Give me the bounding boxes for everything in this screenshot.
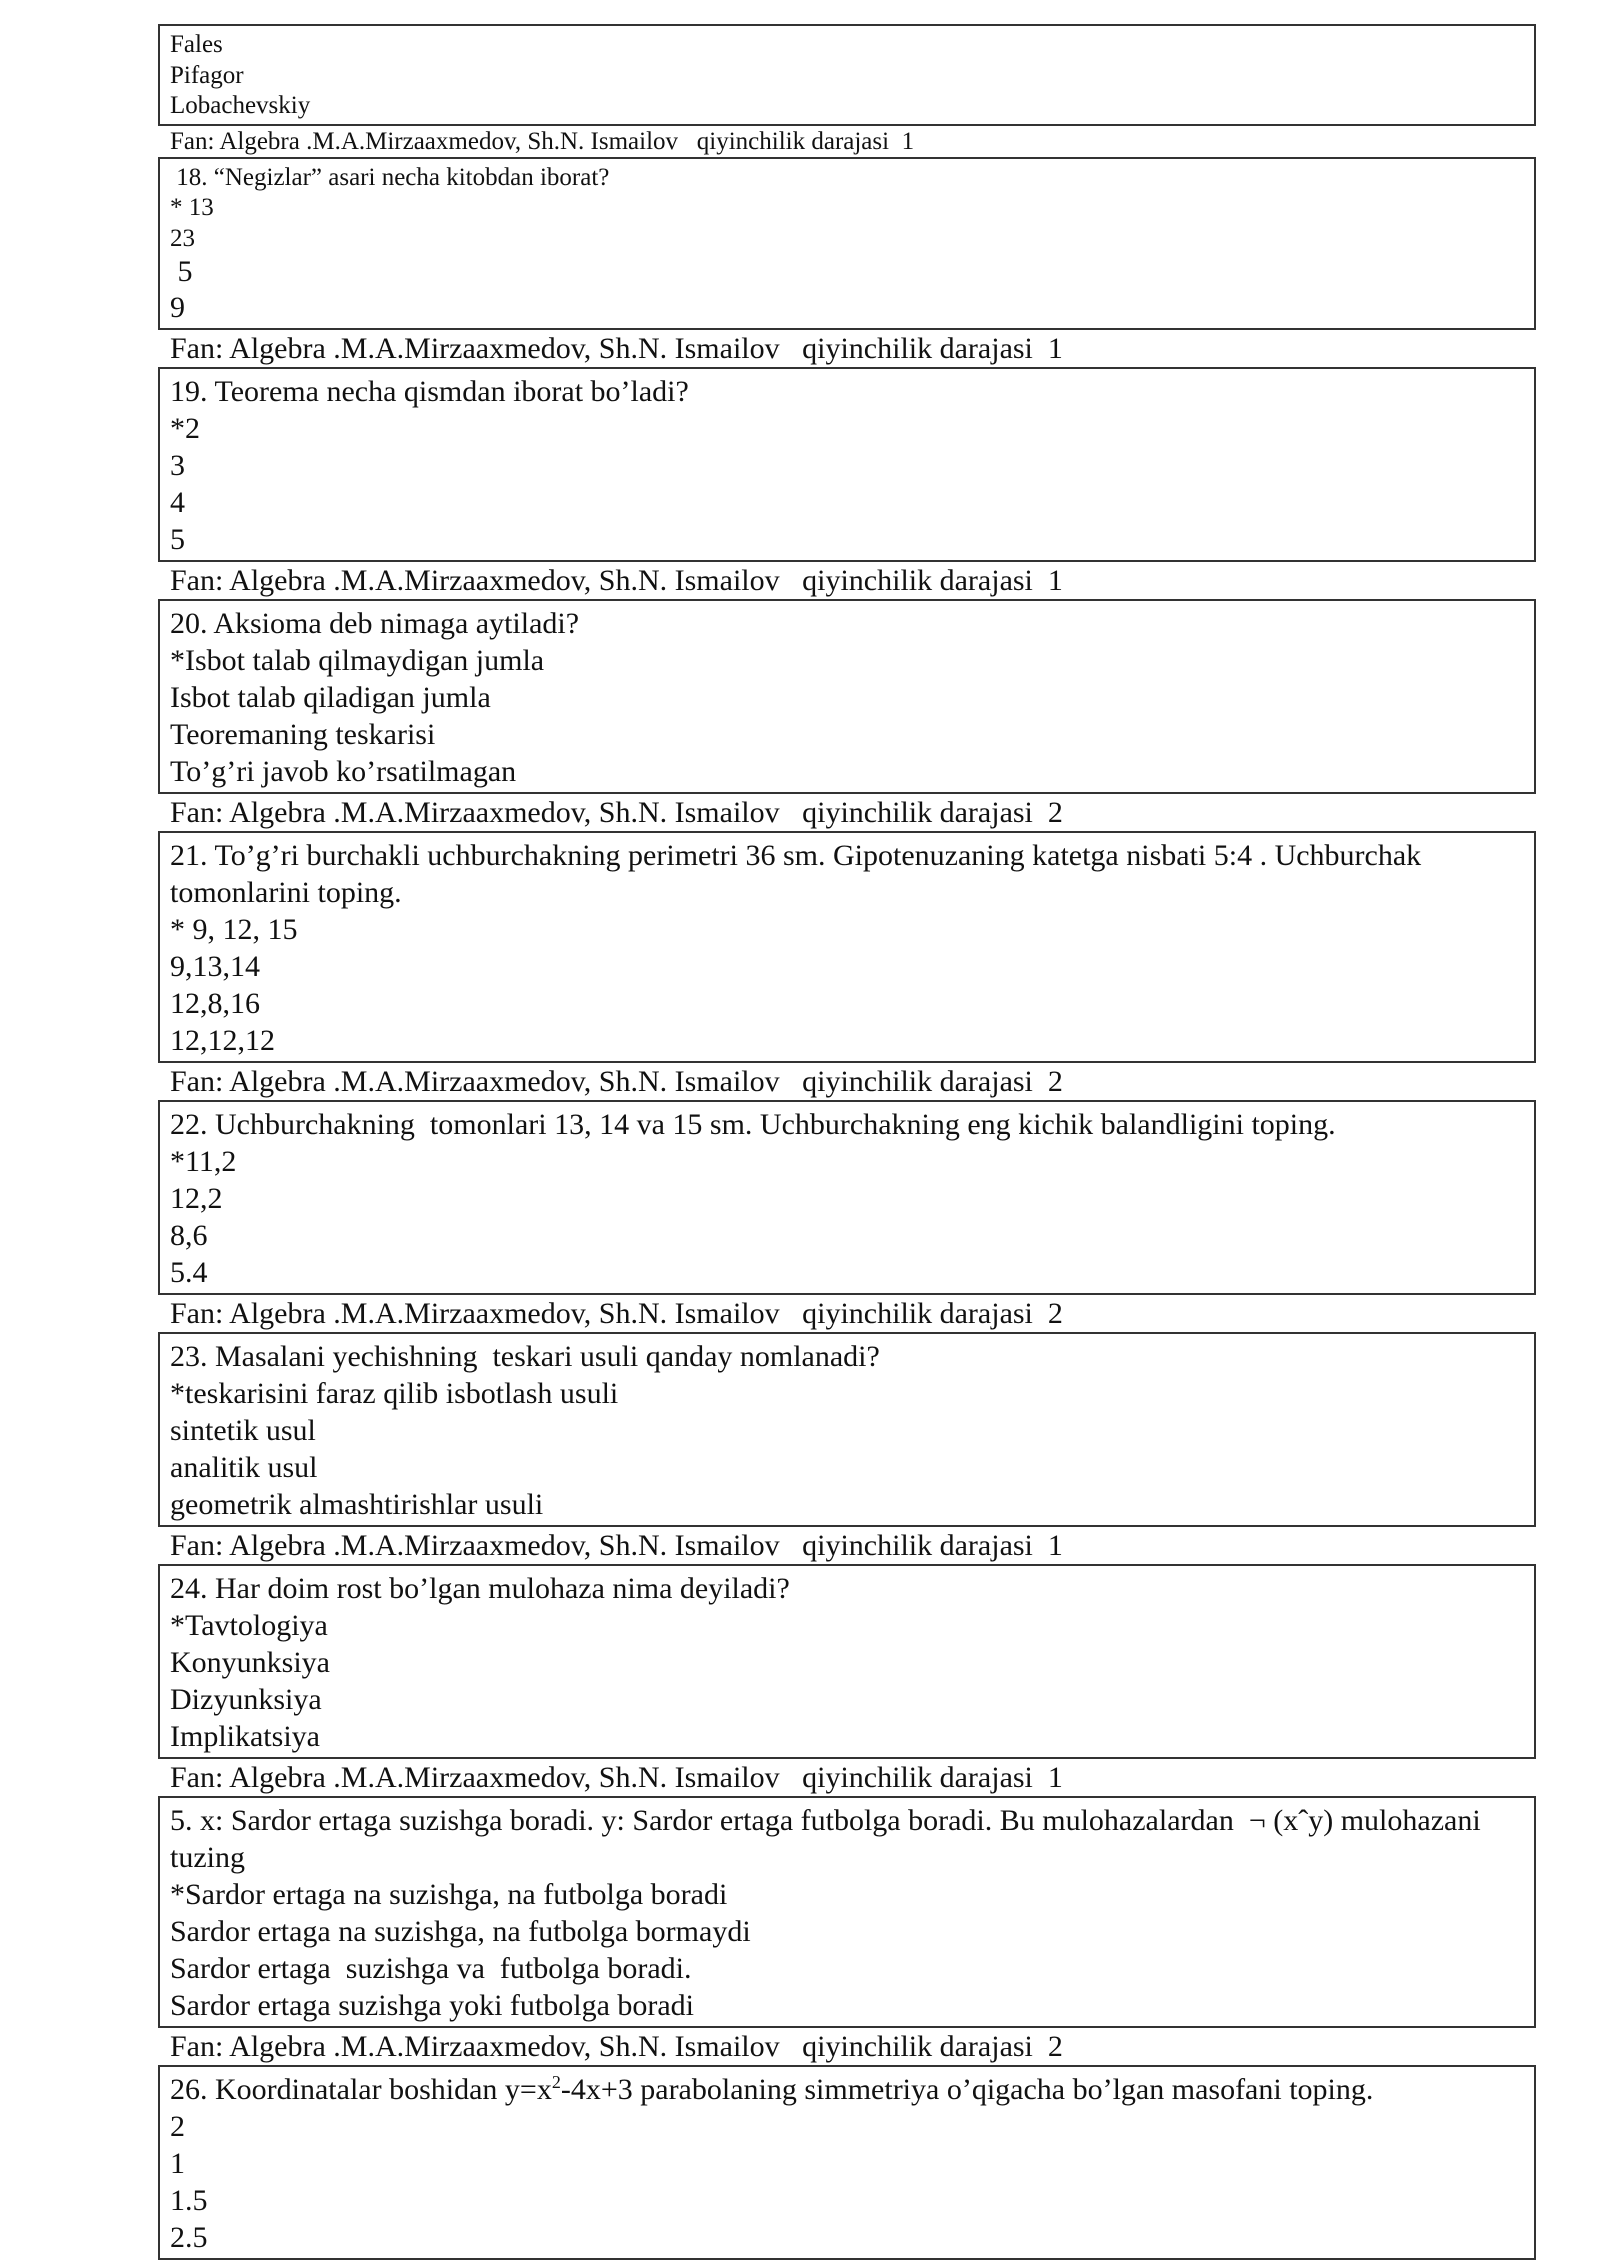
question-text: 23. Masalani yechishning teskari usuli qanday nomlanadi? [170,1340,880,1373]
option: 2 [170,2110,185,2143]
option: Lobachevskiy [170,92,311,119]
option: 5.4 [170,1256,208,1289]
option: 12,2 [170,1182,223,1215]
question-text: 18. “Negizlar” asari necha kitobdan iborat? [170,163,610,191]
option: Sardor ertaga na suzishga, na futbolga bormaydi [170,1915,751,1948]
option: 5 [170,255,193,288]
option: Sardor ertaga suzishga yoki futbolga boradi [170,1989,695,2022]
question-box-25 [158,1796,1536,2028]
option: 5 [170,523,185,556]
option: Implikatsiya [170,1720,320,1753]
question-text: 20. Aksioma deb nimaga aytiladi? [170,607,580,640]
option: 12,12,12 [170,1024,275,1057]
question-text: 22. Uchburchakning tomonlari 13, 14 va 15 sm. Uchburchakning eng kichik balandligini toping. [170,1108,1336,1141]
question-text-part: -4x+3 parabolaning simmetriya o’qigacha bo’lgan masofani toping. [560,2073,1374,2106]
option: To’g’ri javob ko’rsatilmagan [170,755,517,788]
question-text: 19. Teorema necha qismdan iborat bo’ladi? [170,375,689,408]
fan-header: Fan: Algebra .M.A.Mirzaaxmedov, Sh.N. Ismailov qiyinchilik darajasi 1 [170,332,1063,365]
fan-header: Fan: Algebra .M.A.Mirzaaxmedov, Sh.N. Ismailov qiyinchilik darajasi 2 [170,1297,1063,1330]
option: Sardor ertaga suzishga va futbolga boradi. [170,1952,692,1985]
option: *teskarisini faraz qilib isbotlash usuli [170,1377,619,1410]
option: analitik usul [170,1451,318,1484]
question-text: 21. To’g’ri burchakli uchburchakning perimetri 36 sm. Gipotenuzaning katetga nisbati 5:4 . Uchburchak tomonlarini toping. [170,839,1429,909]
option: geometrik almashtirishlar usuli [170,1488,544,1521]
option: 1 [170,2147,185,2180]
question-box-22 [158,1100,1536,1295]
question-text: 5. x: Sardor ertaga suzishga boradi. y: Sardor ertaga futbolga boradi. Bu mulohazalardan ¬ (xˆy) mulohazani tuzing [170,1804,1489,1874]
option: 8,6 [170,1219,208,1252]
fan-header: Fan: Algebra .M.A.Mirzaaxmedov, Sh.N. Ismailov qiyinchilik darajasi 2 [170,2030,1063,2063]
option: 12,8,16 [170,987,260,1020]
fan-header: Fan: Algebra .M.A.Mirzaaxmedov, Sh.N. Ismailov qiyinchilik darajasi 1 [170,1761,1063,1794]
fan-header: Fan: Algebra .M.A.Mirzaaxmedov, Sh.N. Ismailov qiyinchilik darajasi 1 [170,1529,1063,1562]
question-box-24 [158,1564,1536,1759]
fan-header: Fan: Algebra .M.A.Mirzaaxmedov, Sh.N. Ismailov qiyinchilik darajasi 1 [170,564,1063,597]
fan-header: Fan: Algebra .M.A.Mirzaaxmedov, Sh.N. Ismailov qiyinchilik darajasi 1 [170,127,915,155]
question-text: 24. Har doim rost bo’lgan mulohaza nima deyiladi? [170,1572,790,1605]
option: *Isbot talab qilmaydigan jumla [170,644,545,677]
fan-header: Fan: Algebra .M.A.Mirzaaxmedov, Sh.N. Ismailov qiyinchilik darajasi 2 [170,796,1063,829]
question-box-18 [158,157,1536,331]
option: Isbot talab qiladigan jumla [170,681,491,714]
option: * 9, 12, 15 [170,913,298,946]
option: Teoremaning teskarisi [170,718,436,751]
question-box-19 [158,367,1536,562]
question-box-20 [158,599,1536,794]
option: Fales [170,31,223,58]
question-box-26 [158,2065,1536,2260]
question-box-21 [158,831,1536,1063]
option: Konyunksiya [170,1646,330,1679]
document [158,24,1536,2260]
fan-header: Fan: Algebra .M.A.Mirzaaxmedov, Sh.N. Ismailov qiyinchilik darajasi 2 [170,1065,1063,1098]
question-text [170,2071,1524,2108]
option: 1.5 [170,2184,208,2217]
option: Pifagor [170,61,244,89]
option: *Tavtologiya [170,1609,328,1642]
exponent: 2 [551,2072,561,2092]
option: sintetik usul [170,1414,316,1447]
option: 23 [170,224,195,252]
option: *2 [170,412,200,445]
option: Dizyunksiya [170,1683,322,1716]
option: *Sardor ertaga na suzishga, na futbolga boradi [170,1878,728,1911]
question-text-part: 26. Koordinatalar boshidan y=x [170,2073,552,2106]
option: *11,2 [170,1145,237,1178]
answer-box-17 [158,24,1536,126]
option: 9,13,14 [170,950,260,983]
option: 9 [170,291,185,324]
option: 4 [170,486,185,519]
question-box-23 [158,1332,1536,1527]
option: 3 [170,449,185,482]
option: * 13 [170,194,214,221]
option: 2.5 [170,2221,208,2254]
